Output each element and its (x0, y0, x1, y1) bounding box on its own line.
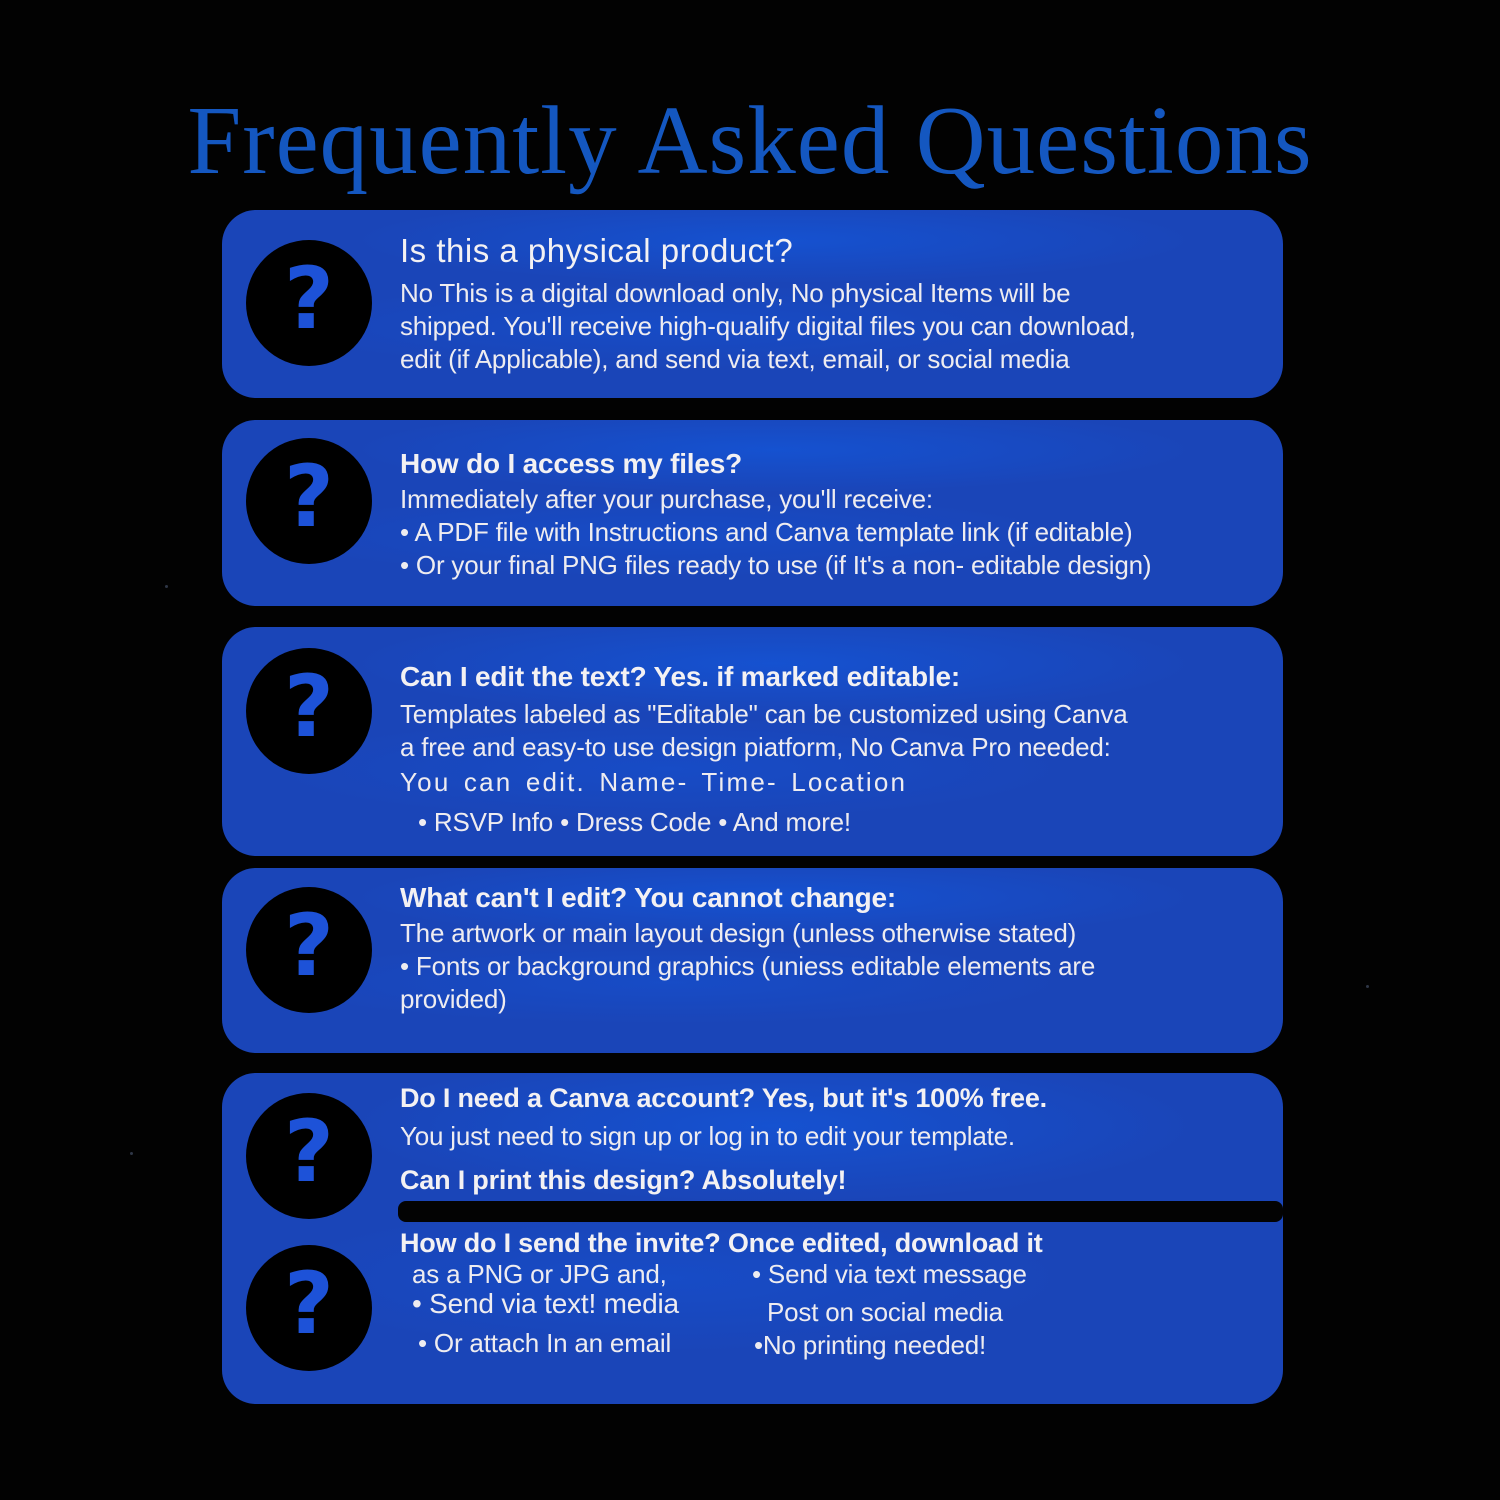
card-bullet-line: • Or attach In an email (418, 1328, 672, 1358)
faq-card-physical-product (222, 210, 1283, 398)
question-mark-glyph: ? (284, 1254, 334, 1354)
faq-card-edit-text (222, 627, 1283, 856)
background-speck (130, 1152, 133, 1155)
card-bullet-line: • RSVP Info • Dress Code • And more! (418, 807, 851, 837)
card-heading: How do I access my files? (400, 448, 743, 479)
faq-card-cannot-edit (222, 868, 1283, 1053)
card-text-line: provided) (400, 984, 507, 1014)
card-text-line: a free and easy-to use design piatform, No Canva Pro needed: (400, 732, 1111, 762)
card-text-line: Post on social media (767, 1297, 1003, 1327)
card-text-line: You just need to sign up or log in to edit your template. (400, 1121, 1015, 1151)
card-text-line: No This is a digital download only, No physical Items will be (400, 278, 1071, 308)
faq-card-access-files (222, 420, 1283, 606)
faq-card-bottom-group (222, 1073, 1283, 1404)
question-mark-icon (246, 240, 372, 366)
question-mark-glyph: ? (284, 1102, 334, 1202)
card-text-line: shipped. You'll receive high-qualify digital files you can download, (400, 311, 1136, 341)
question-mark-glyph: ? (284, 249, 334, 349)
card-subheading: Can I print this design? Absolutely! (400, 1165, 847, 1195)
card-heading: Can I edit the text? Yes. if marked editable: (400, 661, 960, 692)
background-speck (1366, 985, 1369, 988)
card-divider (398, 1201, 1283, 1222)
question-mark-glyph: ? (284, 657, 334, 757)
card-text-line: as a PNG or JPG and, (412, 1259, 667, 1289)
card-text-line: Immediately after your purchase, you'll receive: (400, 484, 933, 514)
question-mark-glyph: ? (284, 896, 334, 996)
card-heading: Do I need a Canva account? Yes, but it's 100% free. (400, 1083, 1047, 1113)
card-text-line: • A PDF file with Instructions and Canva template link (if editable) (400, 517, 1133, 547)
question-mark-icon (246, 1245, 372, 1371)
card-text-line: The artwork or main layout design (unless otherwise stated) (400, 918, 1077, 948)
card-text-line: • Fonts or background graphics (uniess editable elements are (400, 951, 1096, 981)
card-bullet-line: • Send via text! media (412, 1288, 679, 1319)
card-bullet-line: •No printing needed! (754, 1330, 987, 1360)
card-text-line: Templates labeled as "Editable" can be customized using Canva (400, 699, 1128, 729)
question-mark-icon (246, 648, 372, 774)
question-mark-icon (246, 438, 372, 564)
card-heading: Is this a physical product? (400, 232, 794, 269)
card-text-line: • Or your final PNG files ready to use (if It's a non- editable design) (400, 550, 1152, 580)
question-mark-glyph: ? (284, 447, 334, 547)
question-mark-icon (246, 887, 372, 1013)
card-bullet-line: • Send via text message (752, 1259, 1027, 1289)
background-speck (165, 585, 168, 588)
page-title: Frequently Asked Questions (187, 87, 1313, 194)
card-heading: What can't I edit? You cannot change: (400, 882, 897, 913)
card-text-line: edit (if Applicable), and send via text, email, or social media (400, 344, 1070, 374)
question-mark-icon (246, 1093, 372, 1219)
card-text-line-spaced: You can edit. Name- Time- Location (400, 767, 908, 797)
card-heading: How do I send the invite? Once edited, download it (400, 1228, 1043, 1258)
